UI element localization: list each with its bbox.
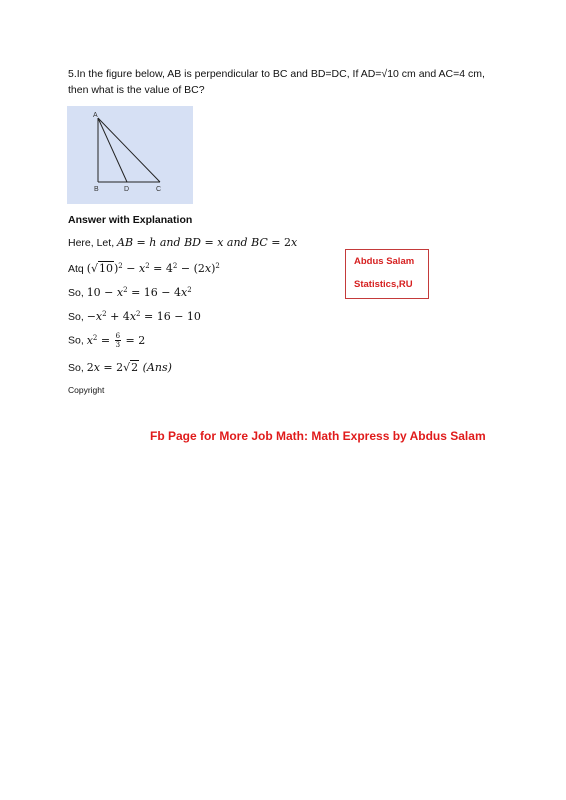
math-term: x xyxy=(181,286,188,299)
fraction xyxy=(115,332,121,349)
side-ac xyxy=(98,118,160,182)
exponent: 2 xyxy=(187,286,192,294)
math-term: x xyxy=(93,361,100,374)
exponent: 2 xyxy=(215,262,220,270)
stamp-name: Abdus Salam xyxy=(354,256,415,267)
math-term: x xyxy=(217,236,224,249)
math-operator: = 16 − 10 xyxy=(140,310,201,323)
math-operator: − xyxy=(122,262,139,275)
vertex-label-d: D xyxy=(124,186,130,193)
math-word: and xyxy=(223,236,252,249)
triangle-figure xyxy=(67,106,193,204)
answer-line-4 xyxy=(68,310,201,323)
math-operator: − xyxy=(86,310,96,323)
fraction-denominator: 3 xyxy=(115,341,121,349)
copyright-text: Copyright xyxy=(68,385,105,395)
math-term: BD xyxy=(184,236,201,249)
exponent: 2 xyxy=(123,286,128,294)
exponent: 2 xyxy=(92,333,98,342)
math-expression xyxy=(87,286,192,299)
math-expression xyxy=(87,310,201,323)
radicand: 2 xyxy=(131,361,139,374)
answer-heading: Answer with Explanation xyxy=(68,214,193,226)
math-paren: ) xyxy=(211,262,216,275)
radicand: 10 xyxy=(99,262,113,275)
fraction-numerator: 6 xyxy=(115,332,121,340)
vertex-label-a: A xyxy=(93,112,98,119)
answer-line-6 xyxy=(68,361,172,374)
line-lead: Atq xyxy=(68,263,87,275)
exponent: 2 xyxy=(145,262,150,270)
math-term: x xyxy=(291,236,298,249)
math-expression xyxy=(87,360,172,374)
exponent: 2 xyxy=(118,262,123,270)
math-answer: (Ans) xyxy=(139,361,172,374)
answer-line-2 xyxy=(68,262,220,275)
exponent: 2 xyxy=(102,310,107,318)
answer-line-5 xyxy=(68,332,145,349)
math-operator: + 4 xyxy=(106,310,130,323)
vertex-label-c: C xyxy=(156,186,162,193)
math-word: and xyxy=(156,236,185,249)
math-operator: = 2 xyxy=(99,361,124,374)
math-operator: = 4 xyxy=(149,262,173,275)
math-operator: = xyxy=(200,236,218,249)
line-lead: So, xyxy=(68,311,87,323)
math-paren: ( xyxy=(86,262,91,275)
line-lead: Here, Let, xyxy=(68,237,118,249)
math-operator: = xyxy=(133,236,150,249)
math-expression xyxy=(87,262,220,275)
question-text xyxy=(68,66,488,98)
math-term: x xyxy=(138,262,146,275)
math-operator: = xyxy=(97,333,114,347)
math-term: AB xyxy=(117,236,134,249)
math-expression xyxy=(117,236,297,249)
radical-sign: √ xyxy=(90,262,98,275)
math-term: x xyxy=(129,310,137,323)
answer-line-1 xyxy=(68,236,297,249)
math-operator: = 16 − 4 xyxy=(127,286,182,299)
question-line-1: 5.In the figure below, AB is perpendicular to BC and BD=DC, If AD=√10 cm and AC=4 cm, xyxy=(68,68,485,80)
math-term: BC xyxy=(251,236,268,249)
exponent: 2 xyxy=(172,262,178,270)
line-lead: So, xyxy=(68,334,87,347)
answer-line-3 xyxy=(68,286,192,299)
line-lead: So, xyxy=(68,362,87,374)
stamp-org: Statistics,RU xyxy=(354,279,413,290)
math-operator: 10 − xyxy=(86,286,117,299)
math-term: x xyxy=(95,310,103,323)
math-expression xyxy=(87,334,146,347)
math-paren: ) xyxy=(114,262,119,275)
facebook-page-promo: Fb Page for More Job Math: Math Express by Abdus Salam xyxy=(150,429,486,443)
question-line-2: then what is the value of BC? xyxy=(68,84,205,96)
math-operator: = 2 xyxy=(122,333,146,347)
line-lead: So, xyxy=(68,287,87,299)
math-term: x xyxy=(116,286,124,299)
math-term: h xyxy=(149,236,157,249)
segment-ad xyxy=(98,118,127,182)
radical-sign: √ xyxy=(123,361,131,374)
math-operator: 2 xyxy=(86,361,94,374)
math-term: x xyxy=(204,262,212,275)
triangle-diagram xyxy=(67,106,193,204)
math-term: x xyxy=(86,333,93,347)
vertex-label-b: B xyxy=(94,186,99,193)
math-operator: = 2 xyxy=(267,236,292,249)
author-stamp xyxy=(345,249,429,299)
math-operator: − (2 xyxy=(177,262,205,275)
exponent: 2 xyxy=(136,310,141,318)
